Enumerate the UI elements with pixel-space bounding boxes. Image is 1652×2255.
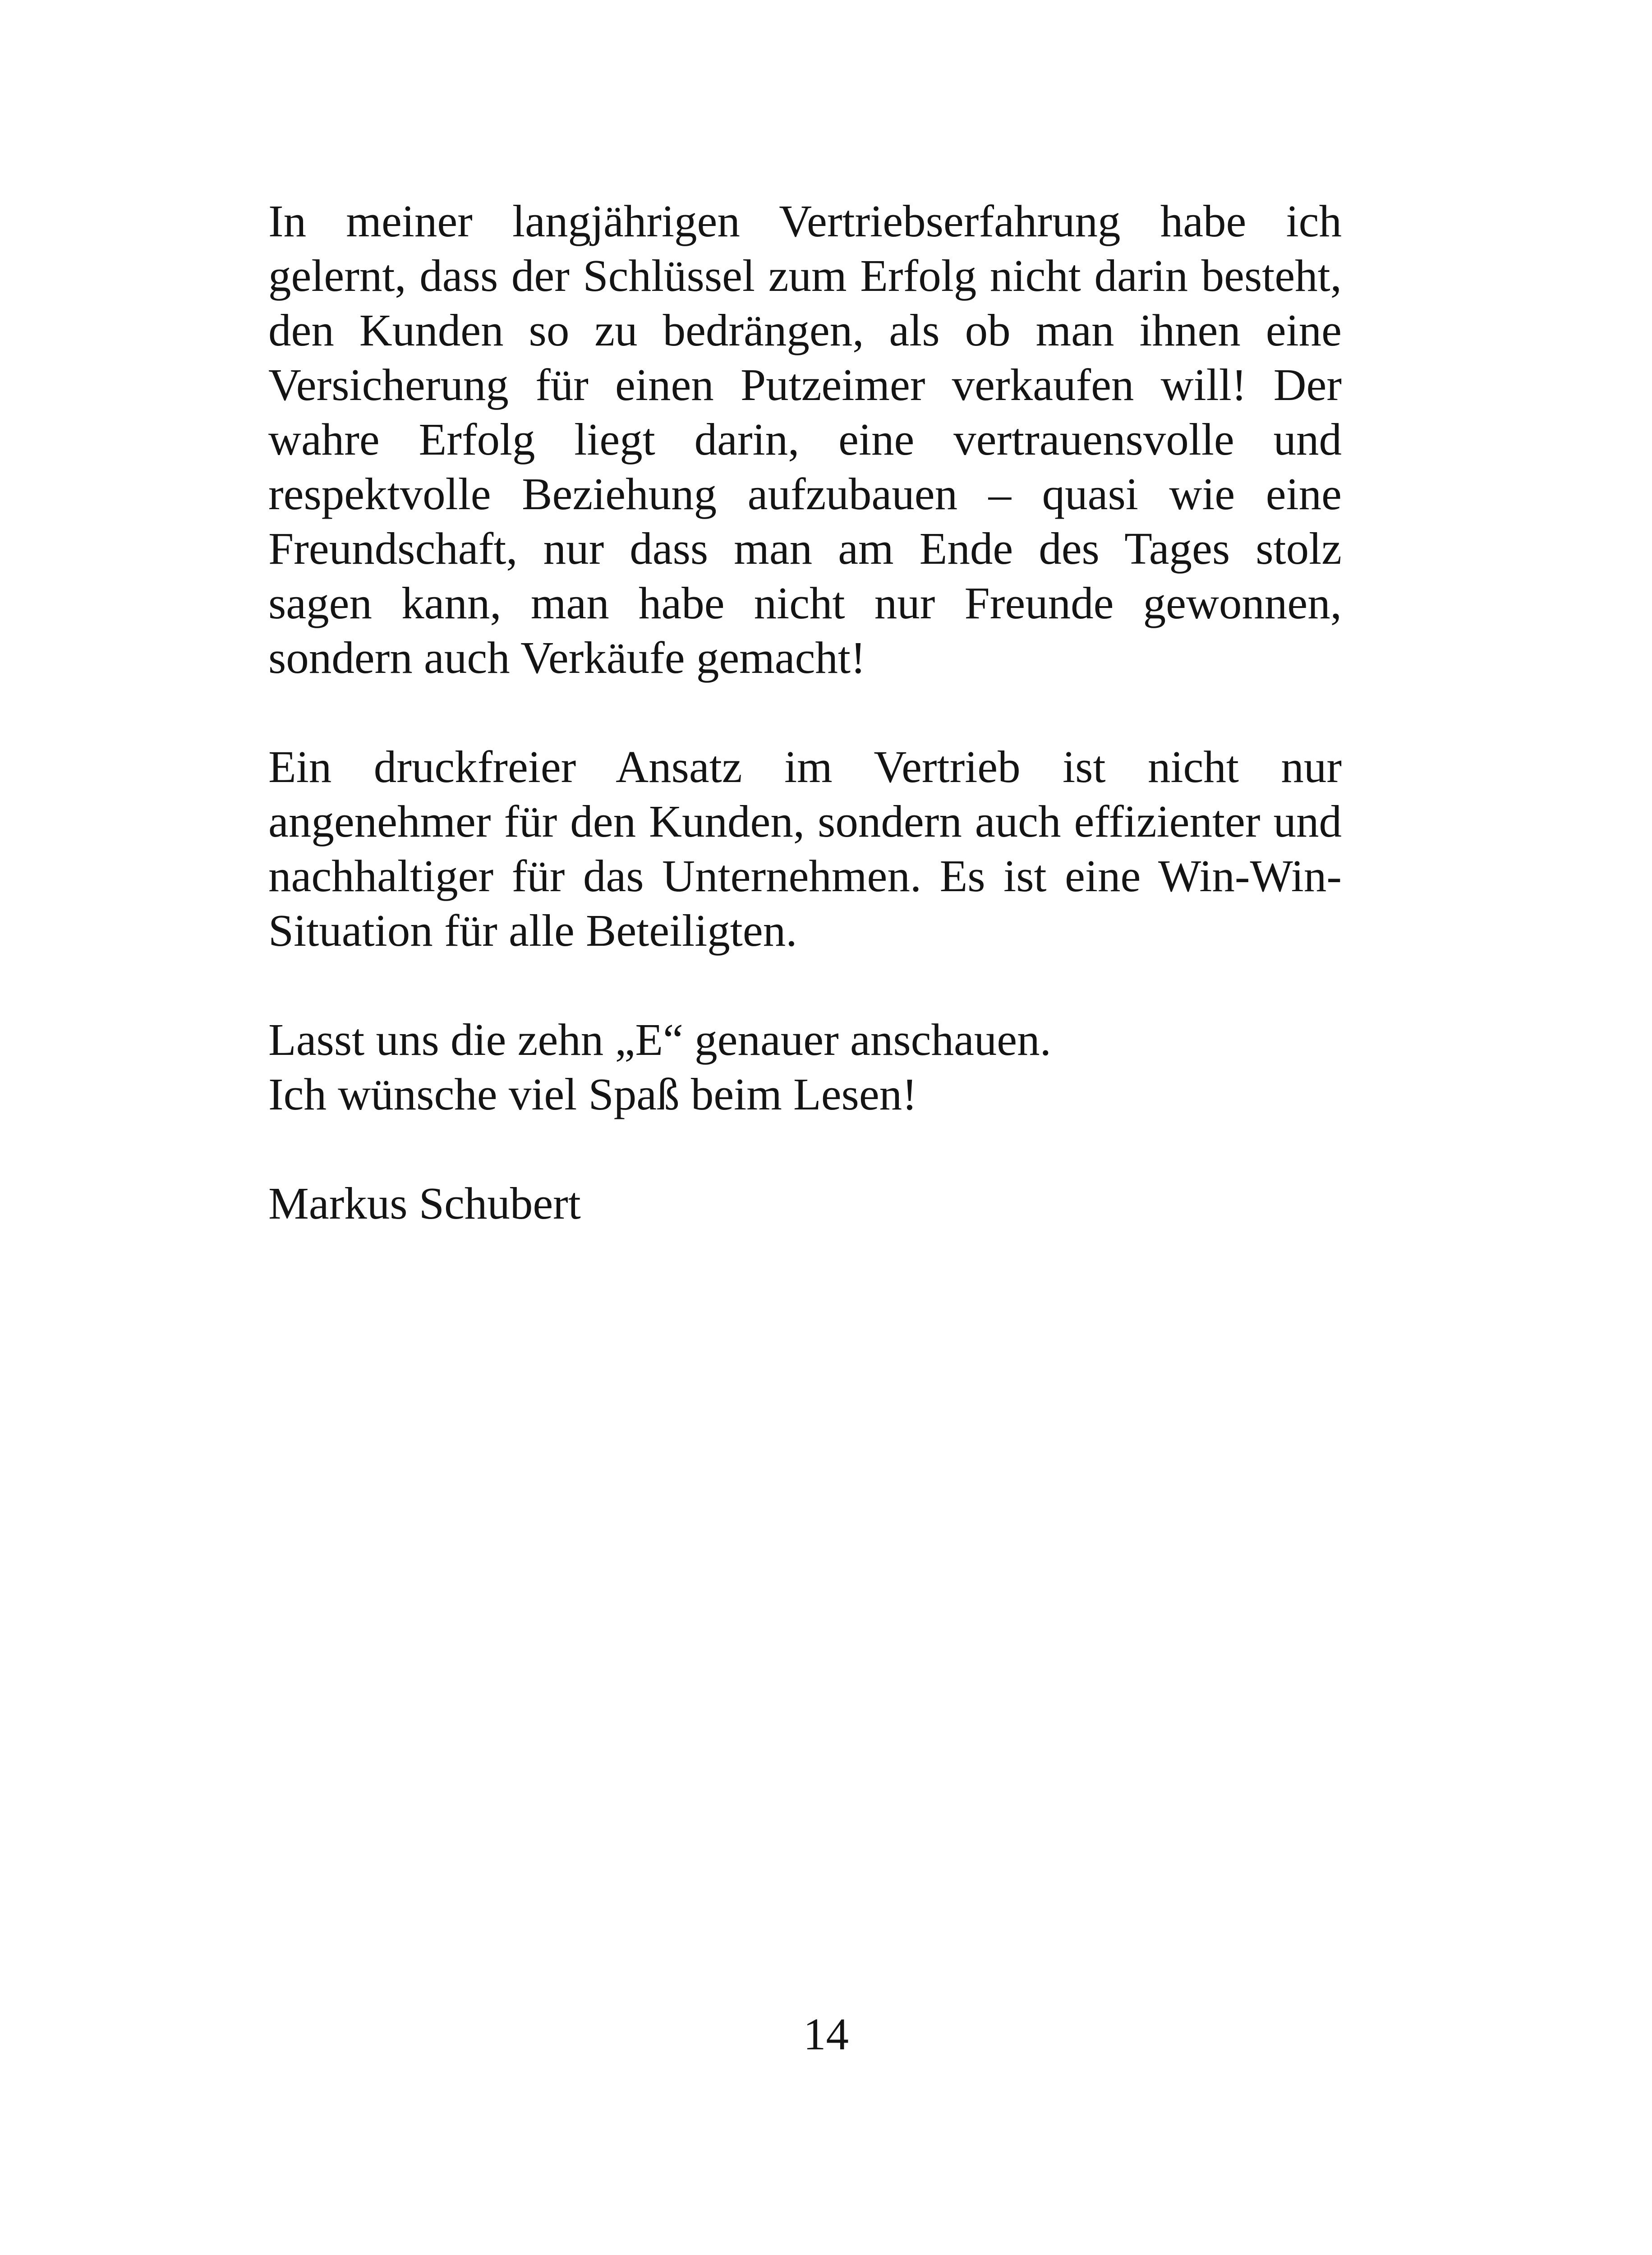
paragraph-intro: In meiner langjährigen Vertriebserfahrung habe ich gelernt, dass der Schlüssel zum Erfolg nicht darin besteht, den Kunden so zu bedrängen, als ob man ihnen eine Versicherung für einen Putzeimer verkaufen will! Der wahre Erfolg liegt darin, eine vertrauensvolle und respektvolle Beziehung aufzubauen – quasi wie eine Freundschaft, nur dass man am Ende des Tages stolz sagen kann, man habe nicht nur Freunde gewonnen, sondern auch Verkäufe gemacht!	[268, 196, 1342, 683]
page-number: 14	[803, 2009, 849, 2059]
paragraph-spacer	[268, 685, 1342, 740]
closing-block	[268, 1012, 1342, 1122]
closing-line: Lasst uns die zehn „E“ genauer anschauen.	[268, 1014, 1051, 1065]
author-signature: Markus Schubert	[268, 1178, 581, 1229]
paragraph-spacer	[268, 958, 1342, 1012]
closing-line: Ich wünsche viel Spaß beim Lesen!	[268, 1069, 917, 1119]
body-text	[268, 194, 1342, 1231]
paragraph-spacer	[268, 1122, 1342, 1176]
paragraph-approach: Ein druckfreier Ansatz im Vertrieb ist nicht nur angenehmer für den Kunden, sondern auch effizienter und nachhaltiger für das Unternehmen. Es ist eine Win-Win-Situation für alle Beteiligten.	[268, 741, 1342, 956]
